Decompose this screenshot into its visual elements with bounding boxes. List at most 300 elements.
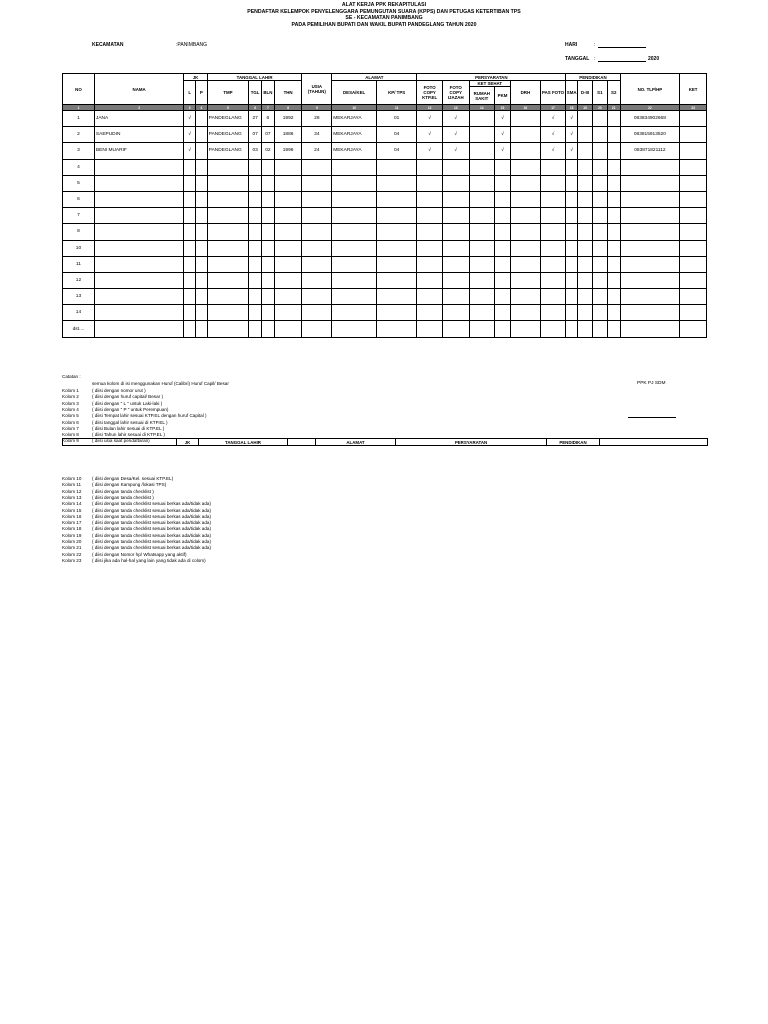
table-cell: √ — [495, 143, 511, 159]
table-cell — [302, 159, 332, 175]
column-index-cell: 5 — [207, 105, 249, 111]
table-cell — [592, 208, 607, 224]
table-cell — [469, 127, 495, 143]
table-cell: 28 — [302, 111, 332, 127]
table-cell: √ — [540, 143, 566, 159]
table-cell — [620, 256, 680, 272]
note-text: ( diisi dengan huruf capital/ Besar ) — [92, 394, 163, 400]
table-row — [63, 272, 707, 288]
table-cell — [262, 208, 275, 224]
table-cell — [680, 111, 707, 127]
note-column-label: Kolom 3 — [62, 400, 79, 406]
table-cell — [680, 191, 707, 207]
note-text: ( diisi tanggal lahir sesuai di KTP.EL ) — [92, 419, 168, 425]
table-cell — [262, 224, 275, 240]
table-cell — [249, 321, 262, 337]
note-column-label: Kolom 4 — [62, 406, 79, 412]
table-cell — [578, 208, 593, 224]
table-cell — [469, 143, 495, 159]
table-cell — [566, 256, 578, 272]
table-cell — [469, 208, 495, 224]
table-cell — [578, 191, 593, 207]
table-cell — [249, 289, 262, 305]
table-cell — [196, 272, 208, 288]
header-nama: NAMA — [94, 74, 183, 105]
table-cell — [578, 159, 593, 175]
table-cell — [249, 305, 262, 321]
table-cell: MEKARJAYA — [332, 143, 377, 159]
table-cell — [566, 159, 578, 175]
note-text: ( diisi dengan " L " untuk Laki-laki ) — [92, 400, 163, 406]
table-cell — [592, 240, 607, 256]
note-text: ( diisi dengan tanda checklist sesuai berkas ada/tidak ada) — [92, 539, 211, 544]
table-row — [63, 127, 707, 143]
title-line-2: PENDAFTAR KELEMPOK PENYELENGGARA PEMUNGUTAN SUARA (KPPS) DAN PETUGAS KETERTIBAN TPS — [247, 8, 521, 15]
tanggal-value: : — [594, 56, 596, 62]
note-text: ( diisi dengan Desa/Kel. sesuai KTP.EL) — [92, 476, 174, 481]
column-index-cell: 3 — [184, 105, 196, 111]
title-line-1: ALAT KERJA PPK REKAPITULASI — [341, 2, 427, 8]
table-cell — [442, 191, 469, 207]
table-cell — [680, 289, 707, 305]
table-cell: 07 — [262, 127, 275, 143]
note-text: ( diisi Tahun lahir sesuai di KTP.EL ) — [92, 432, 165, 438]
table-cell — [680, 143, 707, 159]
table-cell: 10 — [63, 240, 95, 256]
table-cell — [511, 175, 541, 191]
table-cell — [302, 289, 332, 305]
table-cell — [302, 305, 332, 321]
table-cell — [607, 289, 620, 305]
table-cell: √ — [566, 127, 578, 143]
column-index-cell: 13 — [442, 105, 469, 111]
table-cell — [540, 272, 566, 288]
column-index-cell: 23 — [680, 105, 707, 111]
table-cell — [566, 321, 578, 337]
table-cell — [274, 305, 302, 321]
table-cell — [607, 208, 620, 224]
table-cell: √ — [417, 143, 443, 159]
table-cell — [566, 305, 578, 321]
table-cell: 02 — [262, 143, 275, 159]
note-column-label: Kolom 20 — [62, 539, 82, 544]
column-index-cell: 19 — [578, 105, 593, 111]
table-cell — [196, 111, 208, 127]
table-cell: 2 — [63, 127, 95, 143]
table-cell — [578, 127, 593, 143]
table-cell: √ — [442, 111, 469, 127]
tanggal-fill-line — [598, 61, 646, 62]
table-cell — [94, 240, 183, 256]
table-cell — [680, 256, 707, 272]
signature-line — [628, 417, 676, 418]
note-column-label: Kolom 7 — [62, 425, 79, 431]
table-cell: JANA — [94, 111, 183, 127]
table-cell — [94, 191, 183, 207]
table-cell: BENI MUARIF — [94, 143, 183, 159]
table-cell — [540, 240, 566, 256]
table-cell: 7 — [63, 208, 95, 224]
note-column-label: Kolom 14 — [62, 501, 82, 507]
table-cell — [207, 224, 249, 240]
header-tanggal-lahir: TANGGAL LAHIR — [207, 74, 302, 81]
table-cell — [469, 305, 495, 321]
table-cell — [376, 191, 416, 207]
note-column-label: Kolom 13 — [62, 494, 82, 500]
table-cell: 27 — [249, 111, 262, 127]
table-cell — [249, 272, 262, 288]
table-cell — [540, 208, 566, 224]
table-cell — [566, 191, 578, 207]
table-cell — [196, 208, 208, 224]
note-column-label: Kolom 16 — [62, 513, 82, 519]
table-cell — [417, 321, 443, 337]
table-cell — [442, 272, 469, 288]
table-cell — [566, 289, 578, 305]
table-cell — [592, 143, 607, 159]
note-column-label: Kolom 21 — [62, 545, 82, 551]
note-column-label: Kolom 22 — [62, 551, 82, 557]
note-column-label: Kolom 23 — [62, 557, 82, 563]
table-cell — [262, 240, 275, 256]
table-cell — [680, 159, 707, 175]
table-cell — [680, 224, 707, 240]
table-cell — [578, 175, 593, 191]
column-index-cell: 21 — [607, 105, 620, 111]
table-cell — [511, 272, 541, 288]
table-cell — [376, 175, 416, 191]
table-cell — [262, 289, 275, 305]
note-text: ( diisi dengan tanda checklist ) — [92, 494, 154, 500]
table-cell — [274, 159, 302, 175]
note-text: ( diisi dengan " P " untuk Perempuan) — [92, 406, 169, 412]
repeat-blank-1 — [63, 439, 177, 446]
repeat-alamat: ALAMAT — [316, 439, 396, 446]
table-cell — [495, 289, 511, 305]
table-cell — [511, 127, 541, 143]
table-cell — [540, 305, 566, 321]
header-p: P — [196, 81, 208, 105]
table-cell — [262, 159, 275, 175]
note-column-label: Kolom 8 — [62, 432, 79, 438]
note-column-label: Kolom 6 — [62, 419, 79, 425]
table-cell — [376, 321, 416, 337]
table-cell — [469, 272, 495, 288]
table-cell — [620, 272, 680, 288]
table-cell — [578, 321, 593, 337]
table-row — [63, 191, 707, 207]
repeat-blank-3 — [600, 439, 708, 446]
table-cell — [417, 208, 443, 224]
table-cell — [302, 256, 332, 272]
table-cell — [196, 127, 208, 143]
table-cell — [376, 256, 416, 272]
table-cell — [207, 159, 249, 175]
column-index-cell: 1 — [63, 105, 95, 111]
table-cell — [592, 191, 607, 207]
table-cell — [620, 321, 680, 337]
table-cell: √ — [495, 111, 511, 127]
note-text: ( diisi dengan tanda checklist sesuai berkas ada/tidak ada) — [92, 545, 211, 551]
table-cell — [376, 224, 416, 240]
table-row — [63, 240, 707, 256]
note-column-label: Kolom 15 — [62, 507, 82, 513]
table-cell — [417, 224, 443, 240]
table-cell — [184, 305, 196, 321]
table-cell: 34 — [302, 127, 332, 143]
table-cell — [578, 272, 593, 288]
table-cell — [196, 143, 208, 159]
repeat-header-strip — [62, 438, 708, 446]
table-row — [63, 143, 707, 159]
table-cell — [566, 208, 578, 224]
table-cell — [94, 159, 183, 175]
table-cell — [94, 321, 183, 337]
header-d3: D-III — [578, 81, 593, 105]
table-cell — [495, 224, 511, 240]
table-cell: √ — [184, 111, 196, 127]
table-cell — [249, 159, 262, 175]
table-cell: 1886 — [274, 127, 302, 143]
header-ket: KET — [680, 74, 707, 105]
table-cell — [249, 175, 262, 191]
table-cell — [578, 143, 593, 159]
table-cell — [184, 208, 196, 224]
table-row — [63, 289, 707, 305]
table-cell — [376, 208, 416, 224]
column-index-cell: 18 — [566, 105, 578, 111]
table-cell — [376, 289, 416, 305]
table-cell: 13 — [63, 289, 95, 305]
note-text: ( diisi dengan tanda checklist sesuai berkas ada/tidak ada) — [92, 513, 211, 519]
table-cell: SAEPUDIN — [94, 127, 183, 143]
table-cell — [207, 175, 249, 191]
header-drh: DRH — [511, 81, 541, 105]
header-thn: THN — [274, 81, 302, 105]
table-row — [63, 256, 707, 272]
table-cell — [592, 175, 607, 191]
table-cell — [620, 175, 680, 191]
kecamatan-value: :PANIMBANG — [176, 42, 208, 48]
table-cell — [442, 175, 469, 191]
table-cell — [578, 240, 593, 256]
table-cell — [184, 159, 196, 175]
tanggal-label: TANGGAL — [565, 56, 590, 62]
table-cell — [540, 256, 566, 272]
title-line-3: SE - KECAMATAN PANIMBANG — [345, 15, 423, 22]
note-text: ( diisi dengan tanda checklist sesuai berkas ada/tidak ada) — [92, 507, 211, 513]
note-column-label: Kolom 17 — [62, 520, 82, 526]
table-cell — [196, 159, 208, 175]
column-index-cell: 20 — [592, 105, 607, 111]
table-cell — [578, 256, 593, 272]
table-cell — [262, 272, 275, 288]
table-cell — [332, 224, 377, 240]
table-cell — [184, 175, 196, 191]
column-index-cell: 4 — [196, 105, 208, 111]
column-index-cell: 11 — [376, 105, 416, 111]
table-cell — [495, 305, 511, 321]
table-cell — [332, 159, 377, 175]
header-tgl: TGL — [249, 81, 262, 105]
table-cell — [495, 272, 511, 288]
header-bln: BLN — [262, 81, 275, 105]
header-no: NO — [63, 74, 95, 105]
table-cell: MEKARJAYA — [332, 127, 377, 143]
table-cell — [94, 175, 183, 191]
table-cell — [540, 175, 566, 191]
table-cell — [442, 256, 469, 272]
table-cell — [196, 240, 208, 256]
table-cell: 083834902668 — [620, 111, 680, 127]
table-cell: √ — [566, 143, 578, 159]
note-column-label: Kolom 18 — [62, 526, 82, 532]
column-index-cell: 22 — [620, 105, 680, 111]
table-cell — [511, 111, 541, 127]
table-cell — [184, 240, 196, 256]
header-persyaratan: PERSYARATAN — [417, 74, 566, 81]
table-cell — [607, 272, 620, 288]
header-alamat: ALAMAT — [332, 74, 417, 81]
table-cell: 14 — [63, 305, 95, 321]
table-cell — [592, 256, 607, 272]
column-index-cell: 16 — [511, 105, 541, 111]
repeat-persyaratan: PERSYARATAN — [396, 439, 547, 446]
table-cell — [274, 175, 302, 191]
column-index-cell: 14 — [469, 105, 495, 111]
table-cell — [495, 208, 511, 224]
table-cell — [376, 159, 416, 175]
table-cell — [94, 305, 183, 321]
header-s2: S2 — [607, 81, 620, 105]
table-cell — [469, 256, 495, 272]
table-cell — [680, 305, 707, 321]
table-cell — [607, 240, 620, 256]
table-cell — [620, 305, 680, 321]
table-cell — [417, 256, 443, 272]
table-cell: MEKARJAYA — [332, 111, 377, 127]
table-cell — [607, 159, 620, 175]
table-cell: 4 — [63, 159, 95, 175]
table-cell: 6 — [262, 111, 275, 127]
column-index-cell: 10 — [332, 105, 377, 111]
table-cell — [376, 240, 416, 256]
table-cell — [495, 159, 511, 175]
table-cell — [274, 272, 302, 288]
column-index-cell: 8 — [274, 105, 302, 111]
column-index-cell: 6 — [249, 105, 262, 111]
header-foto-ijazah: FOTO COPY IJAZAH — [442, 81, 469, 105]
table-cell: 5 — [63, 175, 95, 191]
header-kp: KP/ TPS — [376, 81, 416, 105]
table-cell — [249, 191, 262, 207]
note-text: ( diisi Bulan lahir sesuai di KTP.EL ) — [92, 425, 165, 431]
table-cell — [495, 240, 511, 256]
table-cell: 083871821112 — [620, 143, 680, 159]
table-cell — [607, 256, 620, 272]
table-cell — [196, 305, 208, 321]
table-cell — [607, 111, 620, 127]
table-cell — [540, 321, 566, 337]
table-cell — [540, 289, 566, 305]
table-cell — [332, 321, 377, 337]
header-l: L — [184, 81, 196, 105]
table-cell: 6 — [63, 191, 95, 207]
table-cell — [302, 272, 332, 288]
table-cell: 8 — [63, 224, 95, 240]
table-cell — [207, 321, 249, 337]
table-cell — [495, 321, 511, 337]
table-cell: 01 — [376, 111, 416, 127]
note-column-label: Kolom 9 — [62, 438, 79, 444]
table-cell — [511, 321, 541, 337]
table-cell — [592, 321, 607, 337]
table-cell: 04 — [376, 127, 416, 143]
table-row — [63, 175, 707, 191]
table-cell — [592, 224, 607, 240]
table-cell — [302, 240, 332, 256]
table-cell — [540, 191, 566, 207]
table-cell: √ — [540, 127, 566, 143]
title-line-4: PADA PEMILIHAN BUPATI DAN WAKIL BUPATI PANDEGLANG TAHUN 2020 — [291, 21, 477, 28]
signature-label: PPK PJ SDM — [637, 381, 666, 386]
table-cell — [511, 256, 541, 272]
table-cell — [207, 256, 249, 272]
table-cell — [417, 191, 443, 207]
note-text: ( diisi dengan Kampung /lokasi TPS) — [92, 482, 167, 488]
table-cell — [540, 224, 566, 240]
table-row — [63, 111, 707, 127]
table-cell — [302, 191, 332, 207]
repeat-blank-2 — [288, 439, 316, 446]
table-cell — [196, 289, 208, 305]
table-cell: 03 — [249, 143, 262, 159]
table-cell — [274, 321, 302, 337]
table-cell — [196, 321, 208, 337]
table-cell — [442, 240, 469, 256]
table-cell — [578, 224, 593, 240]
table-cell — [249, 240, 262, 256]
table-cell — [302, 208, 332, 224]
table-cell — [184, 224, 196, 240]
note-text: ( diisi dengan tanda checklist sesuai berkas ada/tidak ada) — [92, 532, 211, 538]
table-cell — [469, 321, 495, 337]
header-sma: SMA — [566, 81, 578, 105]
table-cell: √ — [442, 127, 469, 143]
table-cell — [332, 289, 377, 305]
table-cell — [184, 321, 196, 337]
table-cell: 04 — [376, 143, 416, 159]
header-foto-ktp: FOTO COPY KTP.EL — [417, 81, 443, 105]
table-cell — [262, 256, 275, 272]
table-cell: PANDEGLANG — [207, 111, 249, 127]
table-cell — [578, 111, 593, 127]
table-cell: 07 — [249, 127, 262, 143]
table-cell — [566, 175, 578, 191]
table-cell — [469, 224, 495, 240]
table-cell — [592, 272, 607, 288]
table-cell: 24 — [302, 143, 332, 159]
table-cell — [94, 272, 183, 288]
table-cell — [442, 321, 469, 337]
table-cell — [592, 159, 607, 175]
table-cell — [680, 175, 707, 191]
note-text: ( diisi Tempat lahir sesuai KTP.EL dengan huruf Capital ) — [92, 413, 207, 419]
table-cell — [469, 111, 495, 127]
header-pas-foto: PAS FOTO — [540, 81, 566, 105]
table-cell — [607, 127, 620, 143]
header-tmp: TMP — [207, 81, 249, 105]
